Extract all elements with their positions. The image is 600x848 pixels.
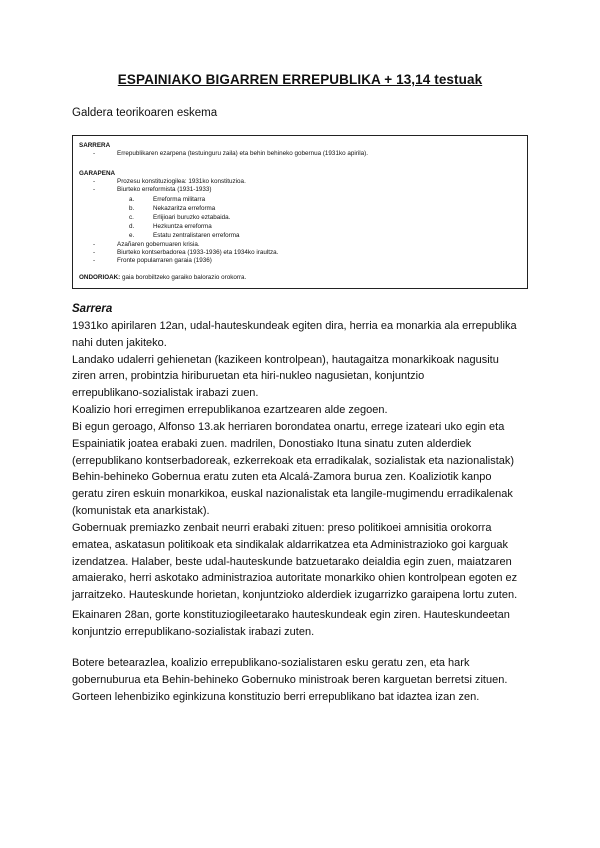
paragraph-line: (errepublikano kontserbadoreak, ezkerrekoak eta erradikalak, sozialistak eta nazionalistak): [72, 454, 515, 467]
outline-subitem: Hezkuntza erreforma: [153, 223, 212, 230]
document-subtitle: Galdera teorikoaren eskema: [72, 107, 218, 119]
paragraph: [72, 419, 532, 520]
paragraph-line: konjuntzio errepublikano-sozialistak irabazi zuten.: [72, 625, 315, 638]
outline-subitem-marker: e.: [129, 232, 135, 239]
paragraph-line: ziren arren, probintzia hiriburuetan eta hiri-nukleo nagusietan, konjuntzio: [72, 370, 425, 383]
paragraph: [72, 520, 532, 604]
outline-subitem-marker: b.: [129, 205, 135, 212]
paragraph-line: ematea, askatasun politikoak eta sindikalak aldarrikatzea eta Administrazioko goi karguak: [72, 538, 508, 551]
outline-bullet: -: [93, 249, 96, 256]
outline-ondorioak-label: ONDORIOAK:: [79, 274, 121, 281]
paragraph-line: Koalizio hori erregimen errepublikanoa ezartzearen alde zegoen.: [72, 403, 388, 416]
paragraph: [72, 607, 532, 641]
paragraph-line: 1931ko apirilaren 12an, udal-hauteskundeak egiten dira, herria ea monarkia ala errepublika: [72, 320, 517, 332]
outline-subitem: Erlijioari buruzko eztabaida.: [153, 214, 231, 221]
paragraph-line: Gobernuak premiazko zenbait neurri erabaki zituen: preso politikoei amnisitia orokorra: [72, 522, 492, 534]
paragraph-line: errepublikano-sozialistak irabazi zuen.: [72, 387, 259, 400]
outline-bullet: -: [93, 186, 96, 193]
paragraph-line: Behin-behineko Gobernua eratu zuten eta Alcalá-Zamora burua zen. Koaliziotik kanpo: [72, 471, 492, 484]
outline-item: Azañaren gobernuaren krisia.: [117, 241, 200, 248]
outline-bullet: -: [93, 150, 96, 157]
outline-item: Biurteko erreformista (1931-1933): [117, 186, 212, 193]
paragraph-line: izendatzea. Halaber, beste udal-hauteskunde batzuetarako deialdia egin zuen, maiatzaren: [72, 555, 512, 568]
paragraph-line: Ekainaren 28an, gorte konstituziogileetarako hauteskundeak egin ziren. Hauteskundeetan: [72, 609, 510, 621]
document-title: ESPAINIAKO BIGARREN ERREPUBLIKA + 13,14 testuak: [117, 72, 483, 87]
outline-sarrera-heading: SARRERA: [79, 142, 111, 149]
outline-sarrera-item: Errepublikaren ezarpena (testuinguru zaila) eta behin behineko gobernua (1931ko apirila).: [117, 150, 368, 157]
outline-subitem: Nekazaritza erreforma: [153, 205, 216, 212]
outline-subitem: Erreforma militarra: [153, 196, 206, 203]
paragraph-line: amaierako, herri askotako administrazioa autoritate monarkiko ohien kontrolpean egoten ez: [72, 572, 518, 585]
outline-subitem-marker: a.: [129, 196, 135, 203]
outline-box: [72, 135, 528, 289]
outline-bullet: -: [93, 178, 96, 185]
outline-subitem: Estatu zentralistaren erreforma: [153, 232, 240, 239]
outline-bullet: -: [93, 257, 96, 264]
paragraph-line: Landako udalerri gehienetan (kazikeen kontrolpean), hautagaitza monarkikoak nagusitu: [72, 353, 499, 366]
outline-item: Fronte popularraren garaia (1936): [117, 257, 212, 264]
section-heading: Sarrera: [72, 303, 113, 315]
outline-subitem-marker: d.: [129, 223, 135, 230]
paragraph-line: Espainiatik joatea erabaki zuen. madrilen, Donostiako Ituna sinatu zuten alderdiek: [72, 437, 472, 450]
paragraph-line: geratu ziren eskuin monarkikoa, euskal nazionalistak eta langile-mugimendu erradikalenak: [72, 488, 513, 501]
paragraph-line: Gorteen lehenbiziko eginkizuna konstituzio berri errepublikano bat idaztea izan zen.: [72, 690, 480, 703]
paragraph-line: (komunistak eta anarkistak).: [72, 504, 210, 517]
outline-garapena-heading: GARAPENA: [79, 170, 116, 177]
paragraph-line: Botere betearazlea, koalizio errepublikano-sozialistaren esku geratu zen, eta hark: [72, 657, 470, 669]
outline-ondorioak: [79, 274, 246, 282]
outline-subitem-marker: c.: [129, 214, 134, 221]
paragraph-line: jarraitzeko. Hauteskunde horietan, konjuntzioko alderdiek izugarrizko garaipena lortu zuten.: [72, 589, 518, 602]
outline-ondorioak-text: gaia borobiltzeko garaiko balorazio orokorra.: [120, 274, 247, 281]
outline-item: Prozesu konstituziogilea: 1931ko konstituzioa.: [117, 178, 246, 185]
paragraph: [72, 655, 532, 705]
paragraph-line: gobernuburua eta Behin-behineko Gobernuko ministroak beren karguetan berretsi zituen.: [72, 673, 508, 686]
paragraph-line: Bi egun geroago, Alfonso 13.ak herriaren borondatea onartu, errege izateari uko egin eta: [72, 421, 505, 433]
outline-item: Biurteko kontserbadorea (1933-1936) eta 1934ko iraultza.: [117, 249, 279, 256]
paragraph-line: nahi duten jakiteko.: [72, 336, 167, 349]
outline-bullet: -: [93, 241, 96, 248]
paragraph: [72, 318, 532, 419]
